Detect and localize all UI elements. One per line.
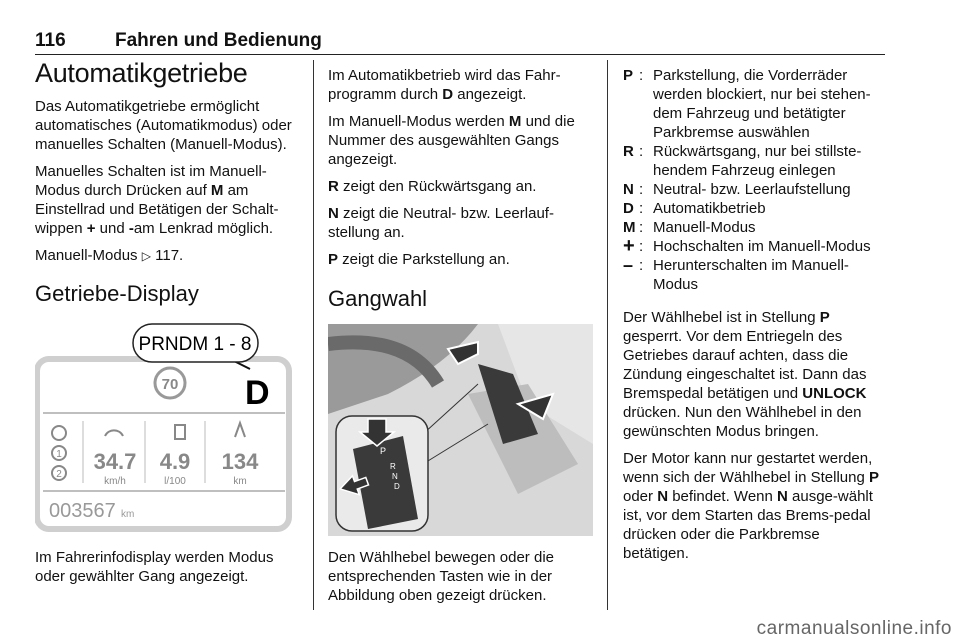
- text: R: [328, 178, 339, 195]
- definition-key: R: [623, 143, 634, 160]
- gear-indicator: D: [245, 374, 270, 412]
- paragraph: [328, 66, 596, 104]
- definition-text: Manuell-Modus: [653, 219, 756, 236]
- definition-row: [623, 66, 888, 142]
- definition-row: [623, 218, 888, 237]
- page-title: Automatikgetriebe: [35, 58, 248, 88]
- watermark: carmanualsonline.info: [756, 618, 952, 639]
- text: und die Nummer des ausgewählten Gangs angezeigt.: [328, 113, 575, 168]
- lever-letter-r: R: [390, 462, 396, 471]
- figure-caption: [35, 548, 300, 586]
- text: Manuell-Modus: [35, 247, 142, 264]
- separator: :: [639, 67, 644, 84]
- separator: :: [639, 219, 644, 236]
- definition-list: [623, 66, 888, 294]
- page-number: 116: [35, 30, 66, 51]
- text: P: [868, 469, 879, 486]
- text: am Lenkrad möglich.: [133, 220, 274, 237]
- text: Der Motor kann nur gestartet werden, wenn sich der Wählhebel in Stellung: [623, 450, 873, 486]
- lever-letter-p: P: [380, 446, 387, 456]
- definition-row: [623, 256, 888, 294]
- definition-row: [623, 142, 888, 180]
- definition-row: [623, 237, 888, 256]
- section-title: Fahren und Bedienung: [115, 30, 322, 51]
- text: drücken. Nun den Wählhebel in den gewünschten Modus bringen.: [623, 404, 862, 440]
- text: N: [328, 205, 339, 222]
- text: M: [508, 113, 522, 130]
- text: befindet. Wenn: [668, 488, 778, 505]
- trip-1-label: 1: [56, 449, 62, 460]
- definition-key: M: [623, 219, 636, 236]
- column-divider: [607, 60, 608, 610]
- plus-icon: +: [623, 235, 635, 257]
- text: ausge-wählt ist, vor dem Starten das Brems-pedal drücken oder die Parkbremse betätigen.: [623, 488, 873, 562]
- text: zeigt den Rückwärtsgang an.: [338, 178, 537, 195]
- text: am Einstellrad und Betätigen der Schalt-wippen: [35, 182, 279, 237]
- paragraph: [328, 112, 596, 169]
- text: zeigt die Parkstellung an.: [338, 251, 510, 268]
- minus-icon: –: [623, 255, 634, 275]
- text: oder: [623, 488, 658, 505]
- text: Im Fahrerinfodisplay werden Modus oder gewählter Gang angezeigt.: [35, 549, 274, 585]
- lever-letter-n: N: [392, 472, 398, 481]
- text: gesperrt. Vor dem Entriegeln des Getriebes darauf achten, dass die Zündung eingeschaltet ist. Dann das Bremspedal betätigen und: [623, 328, 867, 402]
- trip-2-label: 2: [56, 469, 62, 480]
- odometer-unit: km: [121, 509, 135, 520]
- separator: :: [639, 257, 644, 274]
- cross-reference-link[interactable]: 117.: [150, 247, 184, 264]
- fuel-consumption-value: 4.9: [159, 449, 191, 474]
- paragraph: [328, 204, 596, 242]
- fuel-consumption-unit: l/100: [164, 476, 186, 487]
- definition-key: P: [623, 67, 634, 84]
- left-column: [35, 58, 300, 594]
- separator: :: [639, 200, 644, 217]
- separator: :: [639, 238, 644, 255]
- text: D: [442, 86, 454, 103]
- page-header: [35, 30, 885, 55]
- avg-speed-value: 34.7: [93, 449, 137, 474]
- text: P: [328, 251, 339, 268]
- text: M: [210, 182, 224, 199]
- paragraph: [35, 162, 300, 238]
- text: -: [128, 220, 134, 237]
- paragraph: [623, 449, 888, 563]
- text: zeigt die Neutral- bzw. Leerlauf-stellung an.: [328, 205, 554, 241]
- cross-reference-arrow-icon: ▷: [141, 249, 151, 263]
- speed-limit-value: 70: [161, 376, 179, 393]
- section-heading: Gangwahl: [328, 286, 428, 311]
- definition-text: Rückwärtsgang, nur bei stillste-hendem Fahrzeug einlegen: [653, 143, 862, 179]
- definition-row: [623, 199, 888, 218]
- text: angezeigt.: [453, 86, 527, 103]
- text: Das Automatikgetriebe ermöglicht automatisches (Automatikmodus) oder manuelles Schalten (Manuell-Modus).: [35, 98, 292, 153]
- paragraph: [35, 246, 300, 266]
- gear-lever-photo: [328, 324, 593, 536]
- paragraph: [328, 177, 596, 196]
- text: +: [86, 220, 96, 237]
- text: N: [657, 488, 669, 505]
- text: Im Automatikbetrieb wird das Fahr-programm durch: [328, 67, 561, 103]
- figure-caption: [328, 548, 596, 605]
- display-illustration: [35, 319, 300, 534]
- separator: :: [639, 181, 644, 198]
- definition-text: Automatikbetrieb: [653, 200, 766, 217]
- text: Der Wählhebel ist in Stellung: [623, 309, 820, 326]
- paragraph: [623, 308, 888, 441]
- definition-key: N: [623, 181, 634, 198]
- text: Manuelles Schalten ist im Manuell-Modus durch Drücken auf: [35, 163, 267, 199]
- column-divider: [313, 60, 314, 610]
- lever-letter-d: D: [394, 482, 400, 491]
- text: Den Wählhebel bewegen oder die entsprechenden Tasten wie in der Abbildung oben gezeigt drücken.: [328, 549, 554, 604]
- text: Im Manuell-Modus werden: [328, 113, 509, 130]
- odometer-value: 003567: [49, 500, 116, 522]
- definition-row: [623, 180, 888, 199]
- right-column: [623, 66, 888, 571]
- definition-key: D: [623, 200, 634, 217]
- text: P: [819, 309, 830, 326]
- section-heading: Getriebe-Display: [35, 281, 199, 306]
- paragraph: [35, 97, 300, 154]
- definition-text: Parkstellung, die Vorderräder werden blockiert, nur bei stehen-dem Fahrzeug und betätigter Parkbremse auswählen: [653, 67, 871, 141]
- callout-text: PRNDM 1 - 8: [138, 334, 252, 355]
- definition-text: Neutral- bzw. Leerlaufstellung: [653, 181, 851, 198]
- definition-text: Hochschalten im Manuell-Modus: [653, 238, 871, 255]
- definition-text: Herunterschalten im Manuell-Modus: [653, 257, 849, 293]
- text: N: [777, 488, 788, 505]
- avg-speed-unit: km/h: [104, 476, 126, 487]
- paragraph: [328, 250, 596, 269]
- range-unit: km: [233, 476, 247, 487]
- separator: :: [639, 143, 644, 160]
- text: UNLOCK: [802, 385, 867, 402]
- range-value: 134: [221, 449, 259, 474]
- text: und: [95, 220, 129, 237]
- middle-column: [328, 66, 596, 613]
